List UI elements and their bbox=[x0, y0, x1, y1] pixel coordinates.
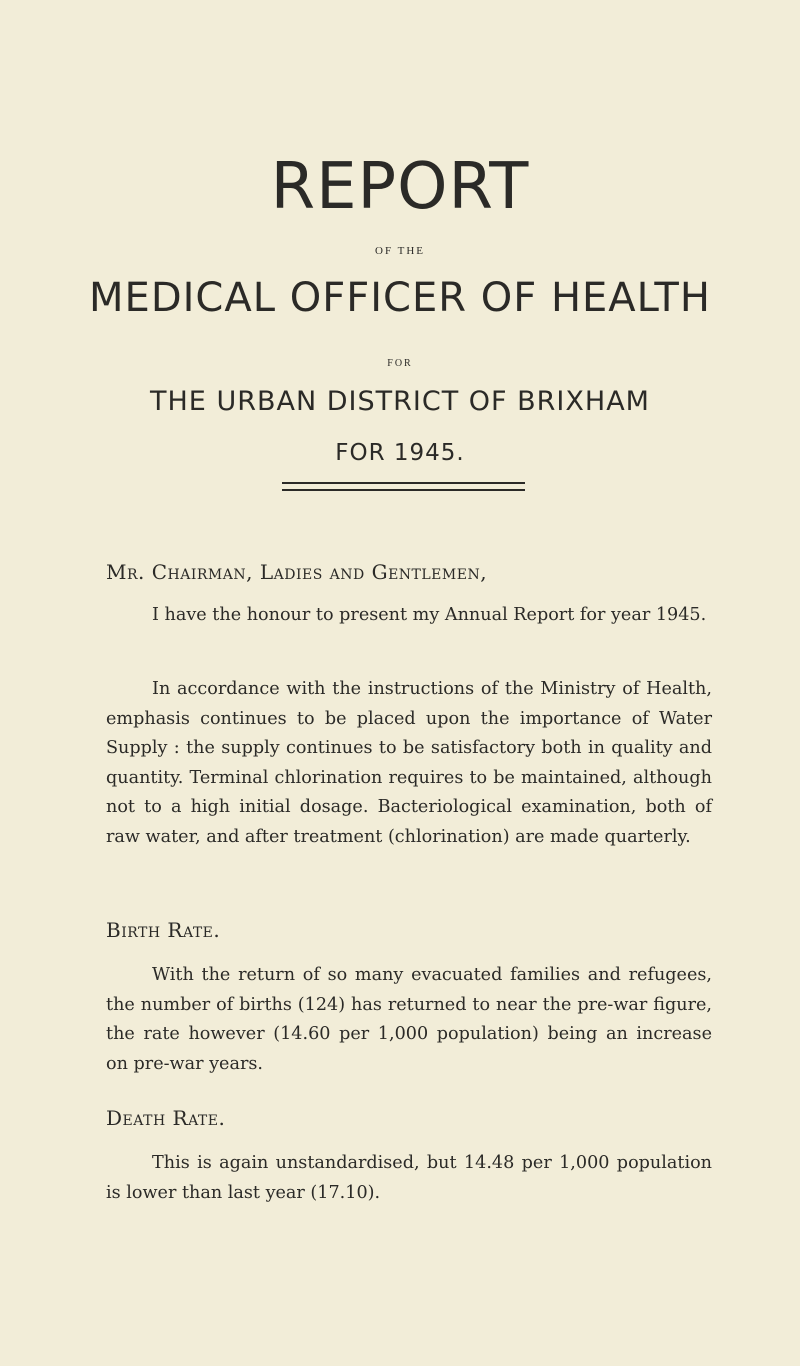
death-rate-heading: Death Rate. bbox=[106, 1106, 226, 1130]
birth-rate-paragraph: With the return of so many evacuated families and refugees, the number of births (124) has returned to near the pre-war figure, the rate however (14.60 per 1,000 population) being an increase on pre-war years. bbox=[106, 965, 712, 1074]
report-year: FOR 1945. bbox=[335, 440, 465, 466]
of-the-label: OF THE bbox=[375, 245, 425, 257]
water-supply-paragraph: In accordance with the instructions of the Ministry of Health, emphasis continues to be placed upon the importance of Water Supply : the supply continues to be satisfactory both in quality and quantity. Terminal chlorination requires to be maintained, although not to a high initial dosage. Bacteriological examination, both of raw water, and after treatment (chlorination) are made quarterly. bbox=[106, 679, 712, 847]
office-title: MEDICAL OFFICER OF HEALTH bbox=[89, 275, 711, 321]
birth-rate-heading: Birth Rate. bbox=[106, 918, 221, 942]
divider-rule-top bbox=[282, 482, 525, 484]
district-name: THE URBAN DISTRICT OF BRIXHAM bbox=[150, 386, 650, 417]
salutation: Mr. Chairman, Ladies and Gentlemen, bbox=[106, 560, 488, 584]
for-label: FOR bbox=[387, 358, 413, 369]
divider-rule-bottom bbox=[282, 489, 525, 491]
death-rate-paragraph: This is again unstandardised, but 14.48 per 1,000 population is lower than last year (17.10). bbox=[106, 1153, 712, 1203]
report-title: REPORT bbox=[270, 150, 530, 224]
intro-paragraph: I have the honour to present my Annual Report for year 1945. bbox=[152, 605, 707, 625]
